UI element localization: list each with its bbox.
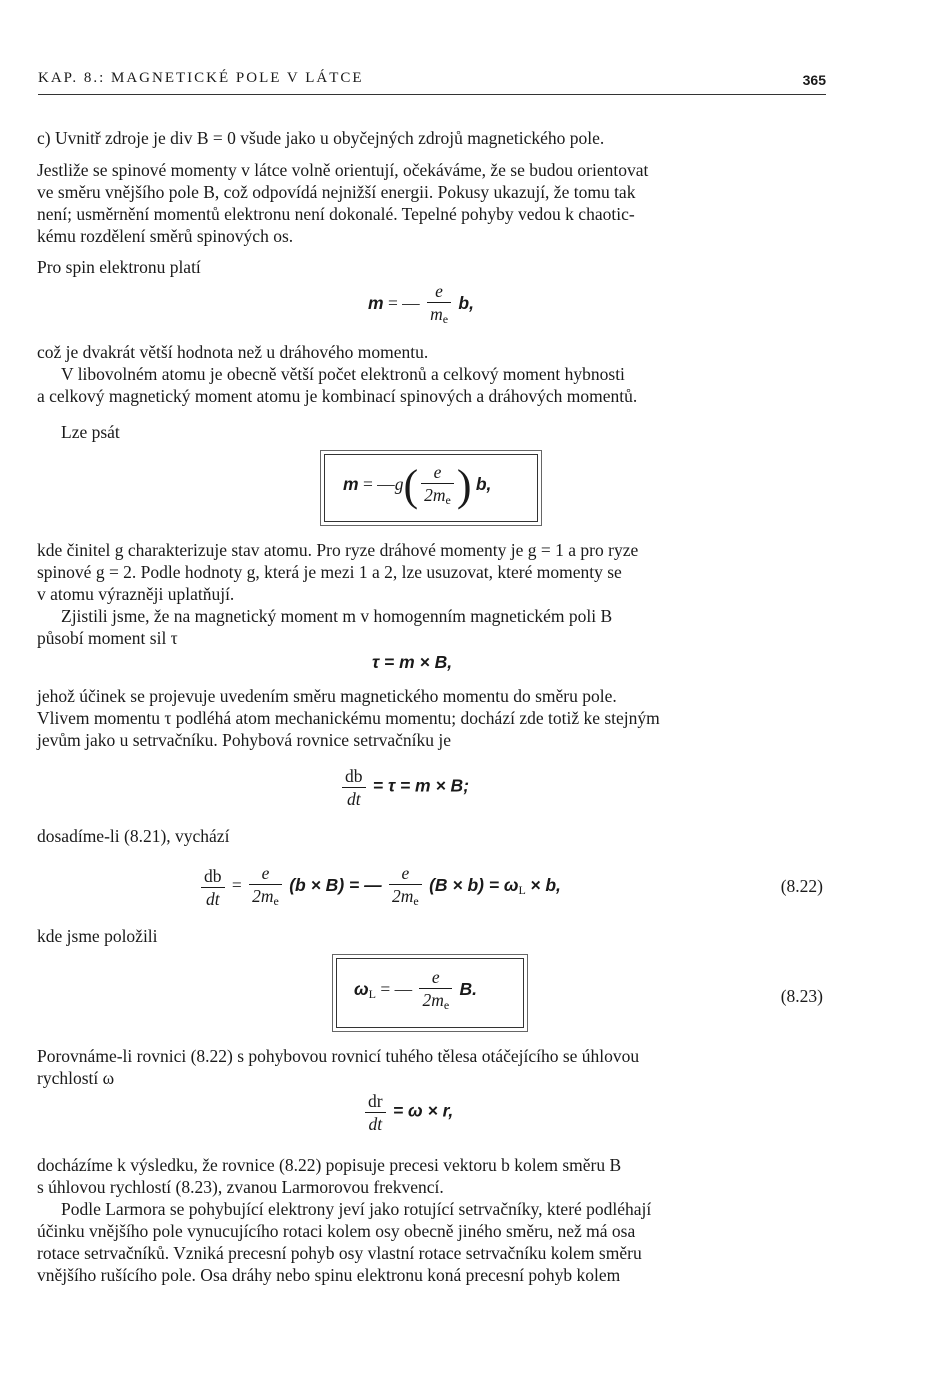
text-line: rotace setrvačníků. Vzniká precesní pohyb osy vlastní rotace setrvačníku kolem směru xyxy=(37,1243,642,1263)
eq-tail: × b, xyxy=(530,875,561,896)
text-line: docházíme k výsledku, že rovnice (8.22) popisuje precesi vektoru b kolem směru B xyxy=(37,1155,622,1175)
paragraph-rigid-body xyxy=(37,1045,825,1089)
eq-middle: (B × b) = ω xyxy=(429,875,519,896)
eq-symbol: B. xyxy=(459,979,478,1000)
eq-rhs: = ω × r, xyxy=(392,1100,454,1121)
text-line: rychlostí ω xyxy=(37,1068,115,1088)
equation-g-factor: m = —g( $\frac{e}{2m_e}$ ) b, xyxy=(343,461,492,510)
text-line: Vlivem momentu τ podléhá atom mechanickému momentu; dochází zde totiž ke stejným xyxy=(37,708,660,728)
text-line: působí moment sil τ xyxy=(37,628,178,648)
eq-fraction xyxy=(365,1090,386,1135)
eq-denominator: 2m xyxy=(252,886,274,906)
eq-numerator: db xyxy=(345,766,363,786)
chapter-title: KAP. 8.: MAGNETICKÉ POLE V LÁTCE xyxy=(38,70,364,86)
equation-gyroscope xyxy=(339,765,469,810)
eq-numerator: e xyxy=(433,462,442,482)
text-line: kému rozdělení směrů spinových os. xyxy=(37,226,294,246)
text-line: Podle Larmora se pohybující elektrony jeví jako rotující setrvačníky, které podléhají xyxy=(61,1199,652,1219)
text-line: ve směru vnějšího pole B, což odpovídá nejnižší energii. Pokusy ukazují, že tomu tak xyxy=(37,182,636,202)
text-line: což je dvakrát větší hodnota než u dráhového momentu. xyxy=(37,342,429,362)
paragraph-spin-comparison xyxy=(37,341,825,407)
eq-subscript: e xyxy=(273,894,279,908)
eq-symbol: ω xyxy=(354,979,369,1000)
equation-number: (8.22) xyxy=(780,876,823,896)
text-line: kde činitel g charakterizuje stav atomu. Pro ryze dráhové momenty je g = 1 a pro ryze xyxy=(37,540,639,560)
eq-denominator: dt xyxy=(365,1112,386,1135)
equation-number: (8.23) xyxy=(780,986,823,1006)
eq-denominator: dt xyxy=(342,787,366,810)
equation-8-22 xyxy=(198,862,561,912)
eq-fraction xyxy=(342,765,366,810)
eq-numerator: e xyxy=(435,281,443,301)
text-line: není; usměrnění momentů elektronu není dokonalé. Tepelné pohyby vedou k chaotic- xyxy=(37,204,635,224)
eq-fraction xyxy=(249,862,282,912)
eq-symbol: m xyxy=(368,293,384,314)
eq-operator: = xyxy=(231,875,242,896)
equation-spin-moment xyxy=(368,280,474,330)
eq-symbol: b, xyxy=(475,474,492,495)
eq-rhs: = τ = m × B; xyxy=(372,775,470,796)
eq-numerator: e xyxy=(431,967,440,987)
text-line: s úhlovou rychlostí (8.23), zvanou Larmorovou frekvencí. xyxy=(37,1177,444,1197)
eq-text: τ = m × B, xyxy=(372,652,453,672)
page-number: 365 xyxy=(802,72,826,88)
paragraph-spin-intro xyxy=(37,256,825,278)
eq-operator: = — xyxy=(380,979,413,1000)
eq-subscript: L xyxy=(368,987,376,1002)
text-line: c) Uvnitř zdroje je div B = 0 všude jako u obyčejných zdrojů magnetického pole. xyxy=(37,128,605,148)
text-line: a celkový magnetický moment atomu je kombinací spinových a dráhových momentů. xyxy=(37,386,638,406)
eq-denominator: 2m xyxy=(422,990,444,1010)
equation-8-23 xyxy=(354,966,477,1016)
paragraph-substitution xyxy=(37,825,825,847)
paragraph-larmor xyxy=(37,1154,825,1286)
running-header xyxy=(38,70,826,95)
text-line: jevům jako u setrvačníku. Pohybová rovnice setrvačníku je xyxy=(37,730,452,750)
eq-fraction xyxy=(389,862,422,912)
eq-fraction xyxy=(201,865,225,910)
eq-subscript: e xyxy=(413,894,419,908)
text-line: Lze psát xyxy=(61,422,120,442)
eq-middle: (b × B) = — xyxy=(289,875,382,896)
paragraph-torque-effect xyxy=(37,685,825,751)
eq-subscript: e xyxy=(442,312,449,326)
eq-symbol: b, xyxy=(458,293,474,314)
eq-denominator: 2m xyxy=(391,886,414,906)
paragraph-spin-orientation xyxy=(37,159,825,247)
eq-subscript: e xyxy=(443,998,450,1012)
equation-rotation xyxy=(362,1090,453,1135)
eq-subscript: L xyxy=(518,883,526,898)
eq-denominator: 2m xyxy=(424,485,446,505)
text-line: účinku vnějšího pole vynucujícího rotaci kolem osy obecně jiného směru, než má osa xyxy=(37,1221,636,1241)
text-line: vnějšího rušícího pole. Osa dráhy nebo spinu elektronu koná precesní pohyb kolem xyxy=(37,1265,621,1285)
eq-operator: = — xyxy=(387,293,420,314)
text-line: dosadíme-li (8.21), vychází xyxy=(37,826,230,846)
eq-symbol: g xyxy=(394,474,404,495)
paragraph-lze-psat xyxy=(61,421,849,443)
eq-subscript: e xyxy=(445,493,451,507)
paragraph-g-factor xyxy=(37,539,825,649)
eq-numerator: dr xyxy=(368,1091,383,1111)
text-line: spinové g = 2. Podle hodnoty g, která je mezi 1 a 2, lze usuzovat, které momenty se xyxy=(37,562,622,582)
eq-numerator: e xyxy=(261,863,270,883)
paragraph-condition-c xyxy=(37,127,825,149)
text-line: Zjistili jsme, že na magnetický moment m v homogenním magnetickém poli B xyxy=(61,606,613,626)
paragraph-definition xyxy=(37,925,825,947)
text-line: Porovnáme-li rovnici (8.22) s pohybovou rovnicí tuhého tělesa otáčejícího se úhlovou xyxy=(37,1046,640,1066)
eq-symbol: m xyxy=(343,474,359,495)
text-line: V libovolném atomu je obecně větší počet elektronů a celkový moment hybnosti xyxy=(61,364,625,384)
eq-fraction xyxy=(421,461,454,511)
text-line: v atomu výrazněji uplatňují. xyxy=(37,584,235,604)
eq-fraction xyxy=(427,280,451,330)
text-line: Pro spin elektronu platí xyxy=(37,257,201,277)
eq-operator: = — xyxy=(362,474,395,495)
eq-denominator: dt xyxy=(201,887,225,910)
eq-fraction xyxy=(419,966,452,1016)
eq-denominator: m xyxy=(430,304,443,324)
eq-numerator: e xyxy=(401,863,410,883)
eq-numerator: db xyxy=(204,865,222,886)
equation-torque xyxy=(372,652,452,673)
text-line: jehož účinek se projevuje uvedením směru magnetického momentu do směru pole. xyxy=(37,686,617,706)
text-line: kde jsme položili xyxy=(37,926,158,946)
text-line: Jestliže se spinové momenty v látce volně orientují, očekáváme, že se budou orientovat xyxy=(37,160,649,180)
